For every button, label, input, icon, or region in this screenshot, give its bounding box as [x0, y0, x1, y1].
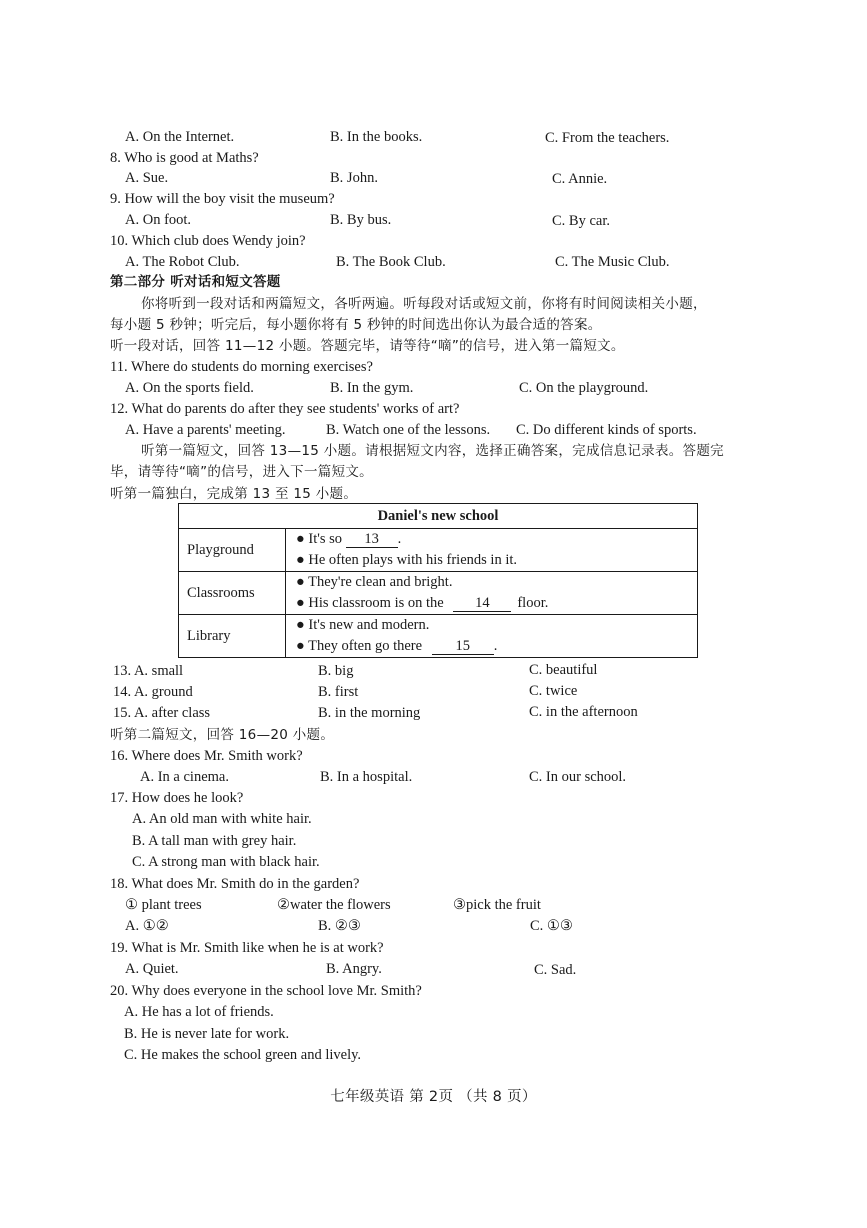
bullet-text: His classroom is on the — [308, 595, 444, 611]
q19-option-a: A. Quiet. — [125, 961, 179, 977]
q8-stem: 8. Who is good at Maths? — [110, 150, 259, 166]
q9-option-c: C. By car. — [552, 213, 610, 229]
q13-option-a: 13. A. small — [113, 663, 184, 679]
q20-option-a: A. He has a lot of friends. — [124, 1004, 274, 1020]
bullet-line: ● His classroom is on the 14 floor. — [296, 595, 549, 611]
q15-option-a: 15. A. after class — [113, 705, 211, 721]
q20-option-c: C. He makes the school green and lively. — [124, 1047, 362, 1063]
q11-option-b: B. In the gym. — [330, 380, 414, 396]
q11-option-a: A. On the sports field. — [125, 380, 254, 396]
bullet-text: . — [397, 531, 402, 547]
q9-option-b: B. By bus. — [330, 212, 392, 228]
answer-blank-14[interactable]: 14 — [453, 595, 511, 612]
q18-option-a: A. ①② — [125, 918, 169, 934]
bullet-text: floor. — [517, 595, 549, 611]
part2-instruction-line2: 每小题 5 秒钟；听完后，每小题你将有 5 秒钟的时间选出你认为最合适的答案。 — [110, 317, 602, 333]
q19-option-c: C. Sad. — [534, 962, 577, 978]
q9-stem: 9. How will the boy visit the museum? — [110, 191, 335, 207]
answer-blank-15[interactable]: 15 — [432, 638, 494, 655]
bullet-text: They often go there — [308, 638, 423, 654]
page-footer: 七年级英语 第 2页 （共 8 页） — [330, 1089, 537, 1105]
part2-heading: 第二部分 听对话和短文答题 — [110, 274, 281, 290]
bullet-text: They're clean and bright. — [308, 574, 453, 590]
q16-stem: 16. Where does Mr. Smith work? — [110, 748, 303, 764]
q7-option-c: C. From the teachers. — [545, 130, 670, 146]
q16-option-c: C. In our school. — [529, 769, 627, 785]
q15-option-c: C. in the afternoon — [529, 704, 638, 720]
q18-option-c: C. ①③ — [530, 918, 573, 934]
q10-stem: 10. Which club does Wendy join? — [110, 233, 306, 249]
row-label: Library — [179, 615, 286, 658]
q8-option-a: A. Sue. — [125, 170, 169, 186]
q19-option-b: B. Angry. — [326, 961, 382, 977]
table-row-library — [179, 615, 698, 658]
q14-option-b: B. first — [318, 684, 359, 700]
q15-option-b: B. in the morning — [318, 705, 421, 721]
part2-instruction-line1: 你将听到一段对话和两篇短文，各听两遍。听每段对话或短文前，你将有时间阅读相关小题， — [141, 296, 707, 312]
bullet-text: It's so — [308, 531, 343, 547]
passage1-instruction-line1: 听第一篇短文，回答 13—15 小题。请根据短文内容，选择正确答案，完成信息记录表。答题完 — [141, 443, 724, 459]
table-row-classrooms — [179, 572, 698, 615]
q17-option-b: B. A tall man with grey hair. — [132, 833, 297, 849]
q12-option-a: A. Have a parents' meeting. — [125, 422, 286, 438]
q16-option-b: B. In a hospital. — [320, 769, 413, 785]
q16-option-a: A. In a cinema. — [140, 769, 229, 785]
q18-activity-3: ③pick the fruit — [453, 897, 541, 913]
q8-option-c: C. Annie. — [552, 171, 608, 187]
monologue-instruction: 听第一篇独白，完成第 13 至 15 小题。 — [110, 486, 358, 502]
q14-option-a: 14. A. ground — [113, 684, 193, 700]
bullet-text: It's new and modern. — [308, 617, 430, 633]
bullet-line: ● They're clean and bright. — [296, 574, 453, 590]
q18-activity-2: ②water the flowers — [277, 897, 391, 913]
q12-option-b: B. Watch one of the lessons. — [326, 422, 491, 438]
bullet-line: ● It's so 13 . — [296, 531, 402, 547]
bullet-line: ● They often go there 15 . — [296, 638, 498, 654]
bullet-line: ● It's new and modern. — [296, 617, 430, 633]
bullet-text: He often plays with his friends in it. — [308, 552, 517, 568]
q18-activity-1: ① plant trees — [125, 897, 202, 913]
q17-stem: 17. How does he look? — [110, 790, 244, 806]
q18-stem: 18. What does Mr. Smith do in the garden? — [110, 876, 360, 892]
q17-option-a: A. An old man with white hair. — [132, 811, 312, 827]
q8-option-b: B. John. — [330, 170, 378, 186]
row-label: Classrooms — [179, 572, 286, 615]
row-label: Playground — [179, 529, 286, 572]
q12-stem: 12. What do parents do after they see students' works of art? — [110, 401, 460, 417]
q11-option-c: C. On the playground. — [519, 380, 649, 396]
q7-option-b: B. In the books. — [330, 129, 423, 145]
q12-option-c: C. Do different kinds of sports. — [516, 422, 697, 438]
q17-option-c: C. A strong man with black hair. — [132, 854, 320, 870]
bullet-text: . — [493, 638, 498, 654]
bullet-line: ● He often plays with his friends in it. — [296, 552, 517, 568]
q9-option-a: A. On foot. — [125, 212, 192, 228]
q18-option-b: B. ②③ — [318, 918, 361, 934]
q19-stem: 19. What is Mr. Smith like when he is at work? — [110, 940, 384, 956]
q14-option-c: C. twice — [529, 683, 578, 699]
q7-option-a: A. On the Internet. — [125, 129, 235, 145]
q10-option-b: B. The Book Club. — [336, 254, 446, 270]
q11-stem: 11. Where do students do morning exercises? — [110, 359, 373, 375]
q20-stem: 20. Why does everyone in the school love Mr. Smith? — [110, 983, 422, 999]
q13-option-b: B. big — [318, 663, 354, 679]
table-title: Daniel's new school — [179, 504, 698, 529]
q20-option-b: B. He is never late for work. — [124, 1026, 290, 1042]
q10-option-a: A. The Robot Club. — [125, 254, 240, 270]
table-row-playground — [179, 529, 698, 572]
passage1-instruction-line2: 毕，请等待“嘀”的信号，进入下一篇短文。 — [110, 464, 373, 480]
q13-option-c: C. beautiful — [529, 662, 598, 678]
passage2-instruction: 听第二篇短文，回答 16—20 小题。 — [110, 727, 335, 743]
q10-option-c: C. The Music Club. — [555, 254, 670, 270]
dialogue-instruction: 听一段对话，回答 11—12 小题。答题完毕，请等待“嘀”的信号，进入第一篇短文。 — [110, 338, 625, 354]
answer-blank-13[interactable]: 13 — [346, 531, 398, 548]
info-record-table — [178, 503, 698, 658]
